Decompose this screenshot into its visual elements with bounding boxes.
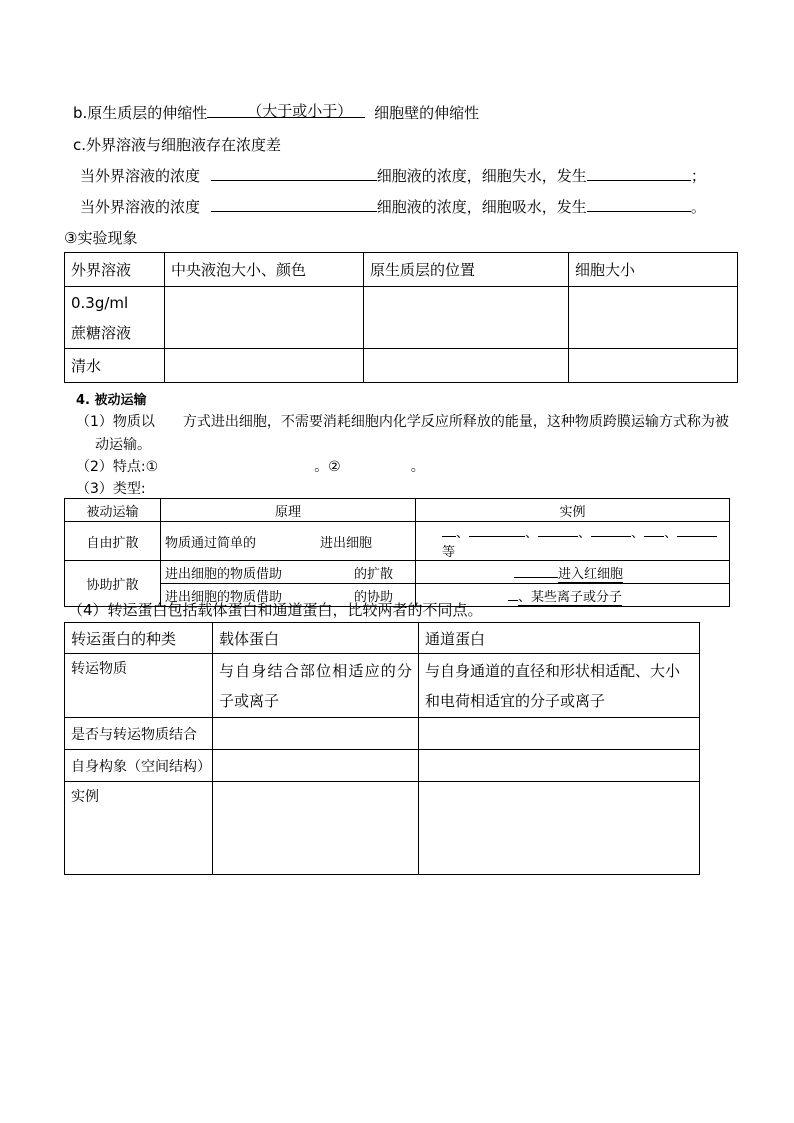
table-header: 通道蛋白 — [419, 623, 700, 654]
answer-cell[interactable] — [364, 349, 569, 383]
example-cell[interactable]: 进入红细胞 — [416, 561, 730, 584]
item1-line2: 动运输。 — [95, 437, 151, 453]
answer-cell[interactable] — [165, 349, 364, 383]
example-cell[interactable]: 、 、 、 、 、等 — [416, 522, 730, 561]
row-label: 转运物质 — [65, 654, 213, 718]
table-header: 载体蛋白 — [213, 623, 419, 654]
principle-cell: 进出细胞的物质借助 的扩散 — [161, 561, 416, 584]
item3: （3）类型: — [76, 481, 146, 497]
table-header: 外界溶液 — [65, 253, 165, 287]
answer-cell[interactable] — [419, 718, 700, 750]
answer-cell[interactable] — [213, 750, 419, 782]
experiment-table — [64, 252, 738, 383]
row-label: 是否与转运物质结合 — [65, 718, 213, 750]
answer-cell[interactable] — [569, 287, 738, 349]
blank[interactable]: （大于或小于） — [207, 103, 365, 118]
answer-cell[interactable] — [213, 782, 419, 875]
section4-title: 4. 被动运输 — [76, 393, 147, 408]
answer-cell[interactable] — [213, 718, 419, 750]
row-label: 清水 — [65, 349, 165, 383]
item4: （4）转运蛋白包括载体蛋白和通道蛋白，比较两者的不同点。 — [68, 601, 483, 619]
answer-cell[interactable] — [364, 287, 569, 349]
answer-cell[interactable] — [419, 782, 700, 875]
table-header: 原理 — [161, 499, 416, 522]
line-c2: 当外界溶液的浓度 细胞液的浓度，细胞吸水，发生 。 — [80, 198, 706, 216]
item1-line1: （1）物质以 方式进出细胞，不需要消耗细胞内化学反应所释放的能量，这种物质跨膜运输方式称为被 — [76, 414, 729, 430]
table-header: 中央液泡大小、颜色 — [165, 253, 364, 287]
row-label: 实例 — [65, 782, 213, 875]
passive-transport-table — [64, 498, 730, 607]
answer-cell[interactable] — [165, 287, 364, 349]
table-header: 转运蛋白的种类 — [65, 623, 213, 654]
principle-cell: 进出细胞的物质借助 的协助 — [161, 584, 416, 607]
row-label: 0.3g/ml 蔗糖溶液 — [65, 287, 165, 349]
principle-cell: 物质通过简单的 进出细胞 — [161, 522, 416, 561]
carrier-cell: 与自身结合部位相适应的分子或离子 — [213, 654, 419, 718]
answer-cell[interactable] — [419, 750, 700, 782]
channel-cell: 与自身通道的直径和形状相适配、大小和电荷相适宜的分子或离子 — [419, 654, 700, 718]
blank[interactable] — [587, 166, 691, 181]
transport-protein-table — [64, 622, 700, 875]
line-c1: 当外界溶液的浓度 细胞液的浓度，细胞失水，发生 ； — [80, 167, 706, 185]
example-cell[interactable]: 、某些离子或分子 — [416, 584, 730, 607]
row-label: 自由扩散 — [65, 522, 161, 561]
table-header: 细胞大小 — [569, 253, 738, 287]
line-b: b.原生质层的伸缩性 （大于或小于） 细胞壁的伸缩性 — [73, 102, 480, 122]
blank[interactable] — [211, 197, 377, 212]
row-label: 协助扩散 — [65, 561, 161, 607]
answer-cell[interactable] — [569, 349, 738, 383]
blank[interactable] — [587, 197, 691, 212]
blank[interactable] — [211, 166, 377, 181]
row-label: 自身构象（空间结构） — [65, 750, 213, 782]
line-c: c.外界溶液与细胞液存在浓度差 — [73, 136, 282, 154]
table-header: 被动运输 — [65, 499, 161, 522]
table-header: 实例 — [416, 499, 730, 522]
item2: （2）特点:① 。② 。 — [76, 459, 425, 475]
section3-title: ③实验现象 — [64, 229, 138, 247]
table-header: 原生质层的位置 — [364, 253, 569, 287]
